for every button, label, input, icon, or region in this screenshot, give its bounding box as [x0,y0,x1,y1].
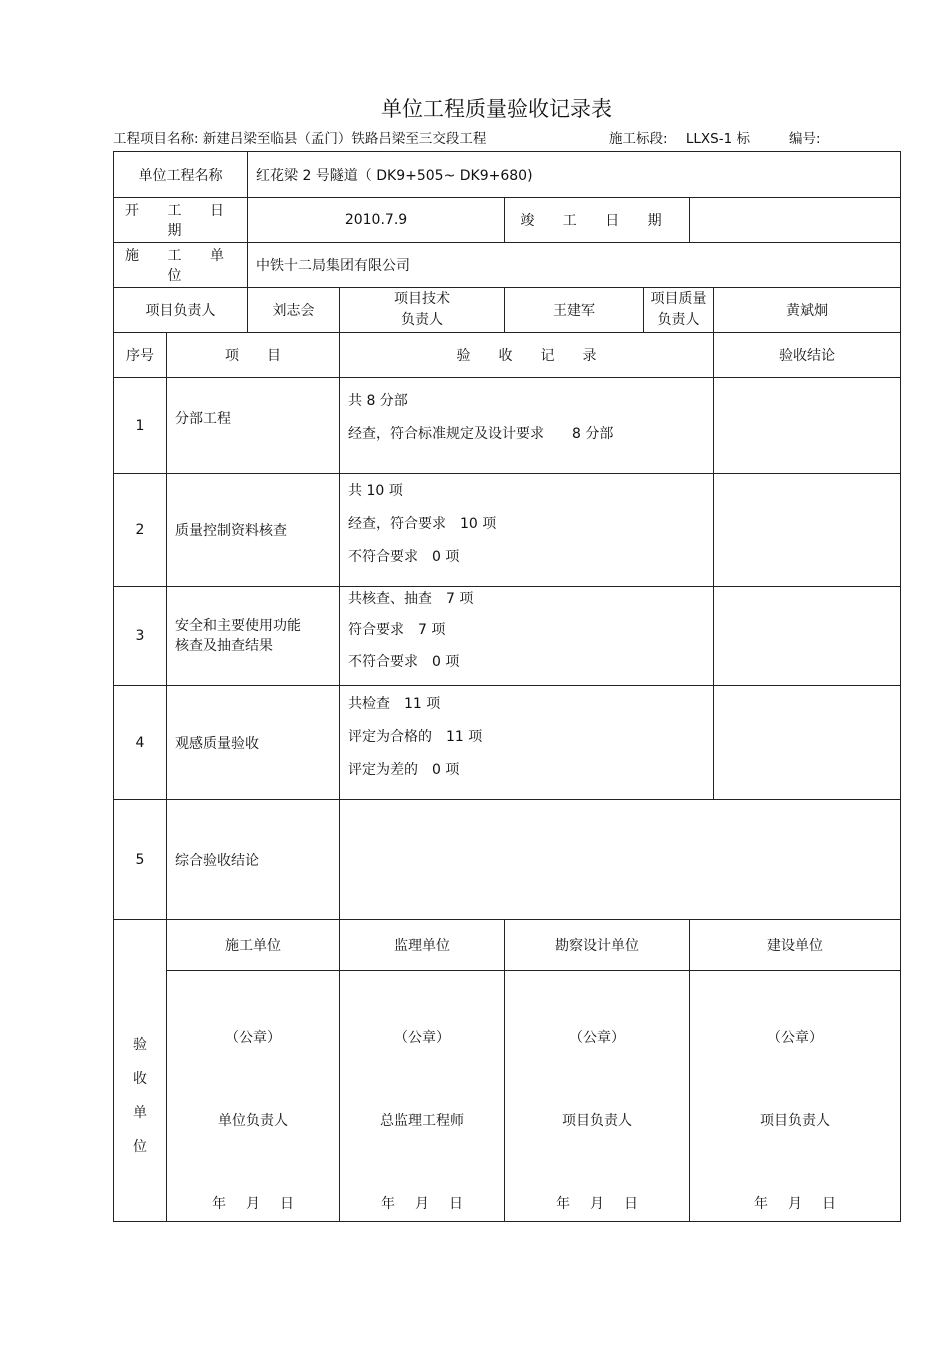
seal-label: （公章） [225,1030,281,1046]
item-name [167,587,340,686]
signer-label: 单位负责人 [218,1113,288,1129]
builder-value: 中铁十二局集团有限公司 [248,243,901,288]
supervision-unit-header: 监理单位 [340,920,505,971]
item-record [340,474,714,587]
date-line: 年 月 日 [754,1196,837,1212]
builder-label: 施 工 单 位 [114,243,248,288]
tech-label-line1: 项目技术 [394,291,450,307]
quality-lead-value: 黄斌炯 [714,288,901,333]
label-char: 位 [133,1138,147,1155]
section-value: LLXS-1 标 [685,131,750,147]
builder-unit-sign [167,971,340,1222]
item-conclusion [714,686,901,800]
record-line: 评定为合格的 11 项 [348,729,483,745]
item-no: 1 [114,378,167,474]
column-record: 验 收 记 录 [340,333,714,378]
column-item: 项 目 [167,333,340,378]
signer-label: 总监理工程师 [380,1113,464,1129]
table-row [114,587,901,686]
record-line: 经查，符合要求 10 项 [348,516,497,532]
label-char: 收 [133,1070,147,1087]
date-line: 年 月 日 [381,1196,463,1212]
item-no: 2 [114,474,167,587]
acceptance-units-label [114,920,167,1222]
tech-lead-value: 王建军 [505,288,644,333]
item-no: 4 [114,686,167,800]
item-name-line2: 核查及抽查结果 [175,638,273,654]
quality-label-line2: 负责人 [657,312,700,328]
number-label: 编号: [789,131,821,147]
page-title: 单位工程质量验收记录表 [381,97,612,121]
column-no: 序号 [114,333,167,378]
owner-unit-header: 建设单位 [690,920,901,971]
unit-name-label: 单位工程名称 [114,152,248,198]
owner-unit-sign [690,971,901,1222]
signer-label: 项目负责人 [562,1113,632,1129]
tech-lead-label [340,288,505,333]
builder-unit-header: 施工单位 [167,920,340,971]
item-name: 质量控制资料核查 [167,474,340,587]
record-line: 不符合要求 0 项 [348,654,460,670]
record-line: 经查，符合标准规定及设计要求 8 分部 [348,426,614,442]
pm-label: 项目负责人 [114,288,248,333]
design-unit-header: 勘察设计单位 [505,920,690,971]
item-record [340,686,714,800]
start-date-label: 开 工 日 期 [114,198,248,243]
record-line: 共 10 项 [348,483,403,499]
item-name: 综合验收结论 [167,800,340,920]
table-row [114,474,901,587]
table-row [114,686,901,800]
section-info [609,127,750,147]
record-line: 评定为差的 0 项 [348,762,460,778]
item-record [340,587,714,686]
record-line: 共核查、抽查 7 项 [348,591,474,607]
record-line: 不符合要求 0 项 [348,549,460,565]
item-name: 观感质量验收 [167,686,340,800]
item-name: 分部工程 [167,378,340,474]
label-char: 验 [133,1036,147,1053]
seal-label: （公章） [394,1030,450,1046]
quality-label-line1: 项目质量 [650,291,707,307]
column-conclusion: 验收结论 [714,333,901,378]
overall-conclusion-value [340,800,901,920]
item-conclusion [714,587,901,686]
record-line: 共检查 11 项 [348,696,441,712]
item-name-line1: 安全和主要使用功能 [175,618,301,634]
end-date-label: 竣 工 日 期 [505,198,690,243]
acceptance-record-table [113,151,901,1222]
project-info [113,127,486,147]
quality-lead-label [644,288,714,333]
item-conclusion [714,474,901,587]
record-line: 共 8 分部 [348,393,408,409]
unit-name-value: 红花梁 2 号隧道（ DK9+505~ DK9+680) [248,152,901,198]
project-label: 工程项目名称: [113,131,199,147]
record-line: 符合要求 7 项 [348,622,446,638]
design-unit-sign [505,971,690,1222]
item-conclusion [714,378,901,474]
item-no: 5 [114,800,167,920]
end-date-value [690,198,901,243]
pm-value: 刘志会 [248,288,340,333]
seal-label: （公章） [569,1030,625,1046]
label-char: 单 [133,1104,147,1121]
date-line: 年 月 日 [556,1196,638,1212]
tech-label-line2: 负责人 [401,312,443,328]
section-label: 施工标段: [609,131,668,147]
date-line: 年 月 日 [212,1196,294,1212]
supervision-unit-sign [340,971,505,1222]
item-record [340,378,714,474]
start-date-value: 2010.7.9 [248,198,505,243]
project-name: 新建吕梁至临县（孟门）铁路吕梁至三交段工程 [202,131,487,147]
table-row [114,800,901,920]
signer-label: 项目负责人 [760,1113,831,1129]
table-row [114,378,901,474]
item-no: 3 [114,587,167,686]
seal-label: （公章） [767,1030,824,1046]
